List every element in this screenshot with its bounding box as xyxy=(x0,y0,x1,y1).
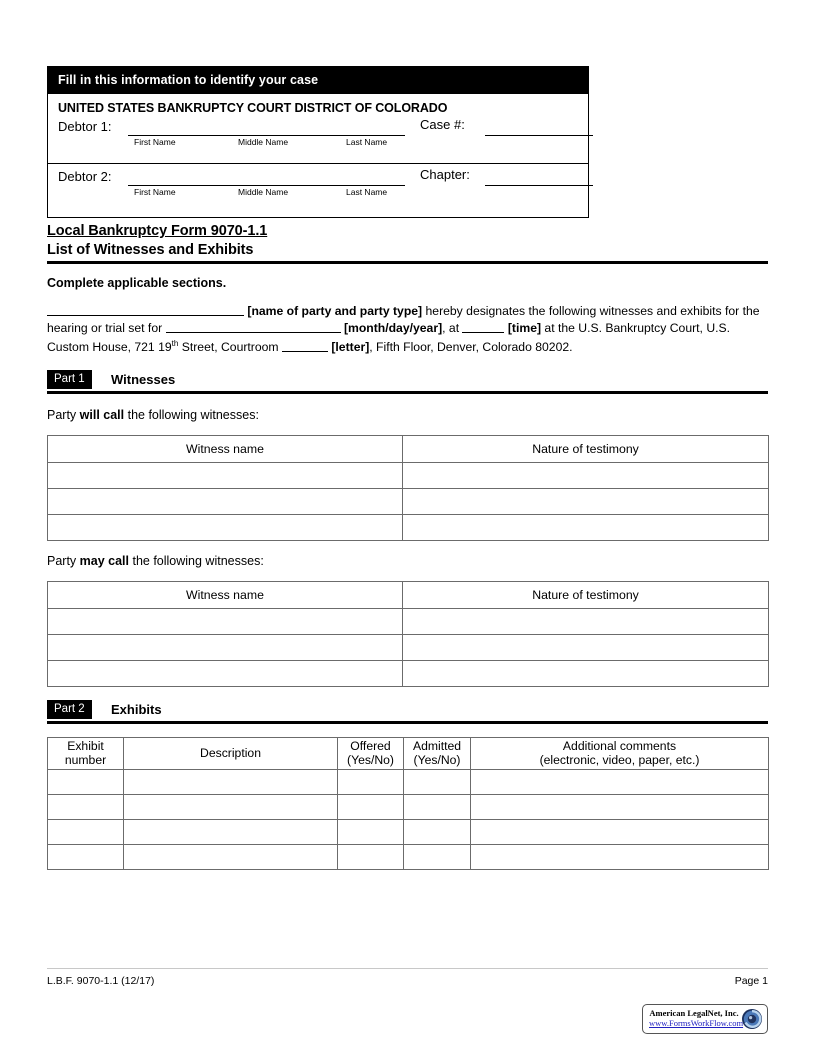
additional-comments-cell[interactable] xyxy=(471,795,769,820)
offered-cell[interactable] xyxy=(338,820,404,845)
instruction-text: Complete applicable sections. xyxy=(47,276,227,290)
debtor-1-name-input[interactable] xyxy=(128,135,405,136)
will-call-label xyxy=(47,408,259,422)
offered-cell[interactable] xyxy=(338,845,404,870)
case-box-divider xyxy=(48,163,588,164)
description-cell[interactable] xyxy=(124,845,338,870)
part-1-rule xyxy=(47,391,768,394)
debtor-1-row xyxy=(58,117,578,167)
exhibit-number-cell[interactable] xyxy=(48,845,124,870)
case-number-input[interactable] xyxy=(485,135,593,136)
description-cell[interactable] xyxy=(124,795,338,820)
vendor-url[interactable]: www.FormsWorkFlow.com xyxy=(649,1018,744,1028)
additional-comments-cell[interactable] xyxy=(471,770,769,795)
table-header-row xyxy=(48,436,769,463)
court-name: UNITED STATES BANKRUPTCY COURT DISTRICT OF COLORADO xyxy=(58,101,448,115)
footer-rule xyxy=(47,968,768,969)
exhibit-table xyxy=(47,737,769,870)
witness-name-cell[interactable] xyxy=(48,609,403,635)
hearing-time-blank[interactable] xyxy=(462,320,504,333)
middle-name-hint: Middle Name xyxy=(238,137,289,147)
offered-cell[interactable] xyxy=(338,795,404,820)
nature-of-testimony-cell[interactable] xyxy=(403,515,769,541)
column-header-offered xyxy=(338,738,404,770)
footer-page-number: Page 1 xyxy=(734,975,768,987)
table-row xyxy=(48,661,769,687)
may-call-bold: may call xyxy=(79,554,129,568)
bracket-letter: [letter] xyxy=(331,340,370,355)
nature-of-testimony-cell[interactable] xyxy=(403,661,769,687)
may-call-prefix: Party xyxy=(47,554,80,568)
hearing-date-blank[interactable] xyxy=(166,320,341,333)
column-header-nature-of-testimony: Nature of testimony xyxy=(403,582,769,609)
witness-name-cell[interactable] xyxy=(48,661,403,687)
will-call-prefix: Party xyxy=(47,408,80,422)
courtroom-letter-blank[interactable] xyxy=(282,339,328,352)
vendor-logo[interactable] xyxy=(642,1004,768,1034)
vendor-text-block xyxy=(649,1008,744,1028)
table-row xyxy=(48,770,769,795)
intro-text-end: , Fifth Floor, Denver, Colorado 80202. xyxy=(369,340,573,355)
bracket-party: [name of party and party type] xyxy=(247,304,423,318)
witness-name-cell[interactable] xyxy=(48,463,403,489)
party-name-blank[interactable] xyxy=(47,303,244,316)
globe-swirl-icon xyxy=(741,1008,763,1035)
table-row xyxy=(48,489,769,515)
debtor-2-name-input[interactable] xyxy=(128,185,405,186)
middle-name-hint-2: Middle Name xyxy=(238,187,289,197)
will-call-suffix: the following witnesses: xyxy=(124,408,259,422)
admitted-label: Admitted (Yes/No) xyxy=(412,739,462,767)
table-header-row xyxy=(48,738,769,770)
first-name-hint-2: First Name xyxy=(134,187,176,197)
table-row xyxy=(48,463,769,489)
exhibit-number-cell[interactable] xyxy=(48,795,124,820)
intro-text-location: at the U.S. Bankruptcy Court, U.S. Custom House, 721 19 xyxy=(47,320,731,355)
witness-name-cell[interactable] xyxy=(48,489,403,515)
first-name-hint: First Name xyxy=(134,137,176,147)
column-header-additional-comments xyxy=(471,738,769,770)
chapter-input[interactable] xyxy=(485,185,593,186)
part-1-header xyxy=(47,370,768,392)
column-header-witness-name: Witness name xyxy=(48,436,403,463)
case-number-label: Case #: xyxy=(420,117,465,132)
table-header-row xyxy=(48,582,769,609)
column-header-description: Description xyxy=(124,738,338,770)
title-rule xyxy=(47,261,768,264)
case-box-banner-title: Fill in this information to identify your case xyxy=(48,67,588,94)
additional-comments-cell[interactable] xyxy=(471,820,769,845)
part-1-badge: Part 1 xyxy=(47,370,92,389)
bracket-time: [time] xyxy=(507,320,542,335)
description-cell[interactable] xyxy=(124,770,338,795)
exhibit-number-cell[interactable] xyxy=(48,770,124,795)
admitted-cell[interactable] xyxy=(404,820,471,845)
last-name-hint: Last Name xyxy=(346,137,388,147)
nature-of-testimony-cell[interactable] xyxy=(403,635,769,661)
column-header-admitted xyxy=(404,738,471,770)
nature-of-testimony-cell[interactable] xyxy=(403,609,769,635)
may-call-suffix: the following witnesses: xyxy=(129,554,264,568)
nature-of-testimony-cell[interactable] xyxy=(403,463,769,489)
vendor-name: American LegalNet, Inc. xyxy=(649,1008,739,1018)
intro-text-after-party: hereby designates the following witnesses and exhibits for the hearing or trial set for xyxy=(47,304,760,335)
case-box-body xyxy=(48,94,588,217)
chapter-label: Chapter: xyxy=(420,167,470,182)
will-call-witness-table xyxy=(47,435,769,541)
form-title-name: List of Witnesses and Exhibits xyxy=(47,242,254,258)
form-title-number: Local Bankruptcy Form 9070-1.1 xyxy=(47,223,268,239)
will-call-bold: will call xyxy=(79,408,125,422)
ordinal-suffix: th xyxy=(171,339,179,348)
additional-comments-cell[interactable] xyxy=(471,845,769,870)
column-header-exhibit-number xyxy=(48,738,124,770)
nature-of-testimony-cell[interactable] xyxy=(403,489,769,515)
intro-text-courtroom: Street, Courtroom xyxy=(178,340,282,355)
part-2-rule xyxy=(47,721,768,724)
debtor-2-label: Debtor 2: xyxy=(58,169,112,184)
debtor-1-label: Debtor 1: xyxy=(58,119,112,134)
offered-label: Offered (Yes/No) xyxy=(347,739,394,767)
exhibit-number-line1: Exhibit number xyxy=(64,739,107,767)
may-call-witness-table xyxy=(47,581,769,687)
column-header-witness-name: Witness name xyxy=(48,582,403,609)
table-row xyxy=(48,515,769,541)
part-2-badge: Part 2 xyxy=(47,700,92,719)
part-2-name: Exhibits xyxy=(111,702,162,717)
table-row xyxy=(48,635,769,661)
table-row xyxy=(48,609,769,635)
admitted-cell[interactable] xyxy=(404,845,471,870)
additional-comments-label: Additional comments (electronic, video, paper, etc.) xyxy=(539,739,700,767)
may-call-label xyxy=(47,554,264,568)
intro-paragraph xyxy=(47,303,768,356)
form-title-block xyxy=(47,222,768,264)
description-cell[interactable] xyxy=(124,820,338,845)
witness-name-cell[interactable] xyxy=(48,635,403,661)
witness-name-cell[interactable] xyxy=(48,515,403,541)
table-row xyxy=(48,795,769,820)
exhibit-number-cell[interactable] xyxy=(48,820,124,845)
table-row xyxy=(48,820,769,845)
table-row xyxy=(48,845,769,870)
admitted-cell[interactable] xyxy=(404,770,471,795)
footer-form-id: L.B.F. 9070-1.1 (12/17) xyxy=(47,975,155,987)
offered-cell[interactable] xyxy=(338,770,404,795)
part-2-header xyxy=(47,700,768,722)
column-header-nature-of-testimony: Nature of testimony xyxy=(403,436,769,463)
intro-text-at: , at xyxy=(442,320,463,335)
debtor-2-row xyxy=(58,167,578,217)
bracket-date: [month/day/year] xyxy=(343,320,443,335)
case-identification-box xyxy=(47,66,589,218)
part-1-name: Witnesses xyxy=(111,372,176,387)
admitted-cell[interactable] xyxy=(404,795,471,820)
last-name-hint-2: Last Name xyxy=(346,187,388,197)
